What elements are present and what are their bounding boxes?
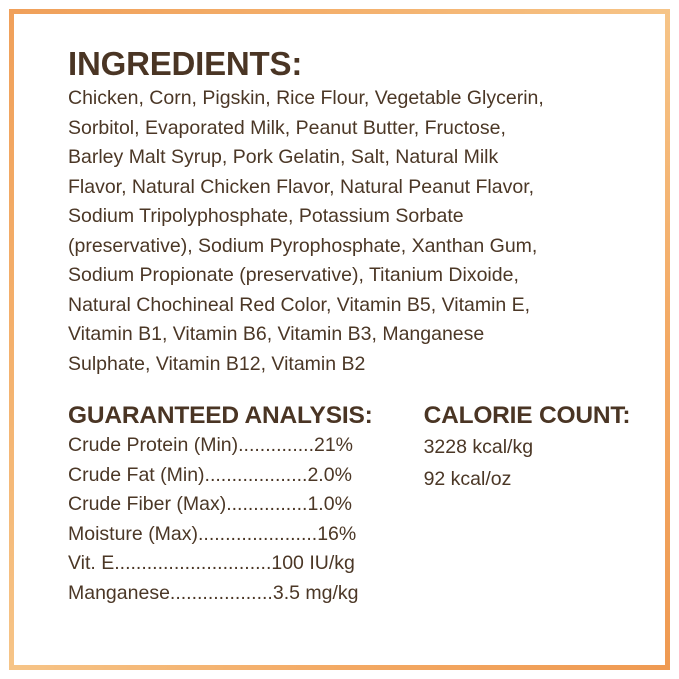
- list-item: Manganese...................3.5 mg/kg: [68, 581, 359, 604]
- ingredients-heading: INGREDIENTS:: [68, 45, 303, 82]
- calorie-count-section: [424, 401, 635, 495]
- list-item: 3228 kcal/kg: [423, 436, 534, 458]
- list-item: 92 kcal/oz: [423, 468, 512, 490]
- calorie-count-list: [424, 431, 635, 495]
- list-item: Moisture (Max)......................16%: [68, 522, 357, 545]
- list-item: Crude Protein (Min)..............21%: [68, 434, 354, 456]
- label-content: [68, 44, 635, 639]
- lower-sections: [68, 401, 635, 608]
- list-item: Crude Fiber (Max)...............1.0%: [68, 493, 352, 515]
- ingredients-text: Chicken, Corn, Pigskin, Rice Flour, Vegetable Glycerin, Sorbitol, Evaporated Milk, Peanut Butter, Fructose, Barley Malt Syrup, Pork Gelatin, Salt, Natural Milk Flavor, Natural Chicken Flavor, Natural Peanut Flavor, Sodium Tripolyphosphate, Potassium Sorbate (preservative), Sodium Pyrophosphate, Xanthan Gum, Sodium Propionate (preservative), Titanium Dixoide, Natural Chochineal Red Color, Vitamin B5, Vitamin E, Vitamin B1, Vitamin B6, Vitamin B3, Manganese Sulphate, Vitamin B12, Vitamin B2: [68, 87, 544, 375]
- guaranteed-analysis-heading: GUARANTEED ANALYSIS:: [68, 402, 373, 429]
- list-item: Crude Fat (Min)...................2.0%: [68, 463, 352, 486]
- list-item: Vit. E.............................100 IU/kg: [68, 552, 355, 574]
- guaranteed-analysis-section: [68, 401, 424, 608]
- guaranteed-analysis-list: [68, 431, 424, 608]
- calorie-count-heading: CALORIE COUNT:: [423, 402, 631, 429]
